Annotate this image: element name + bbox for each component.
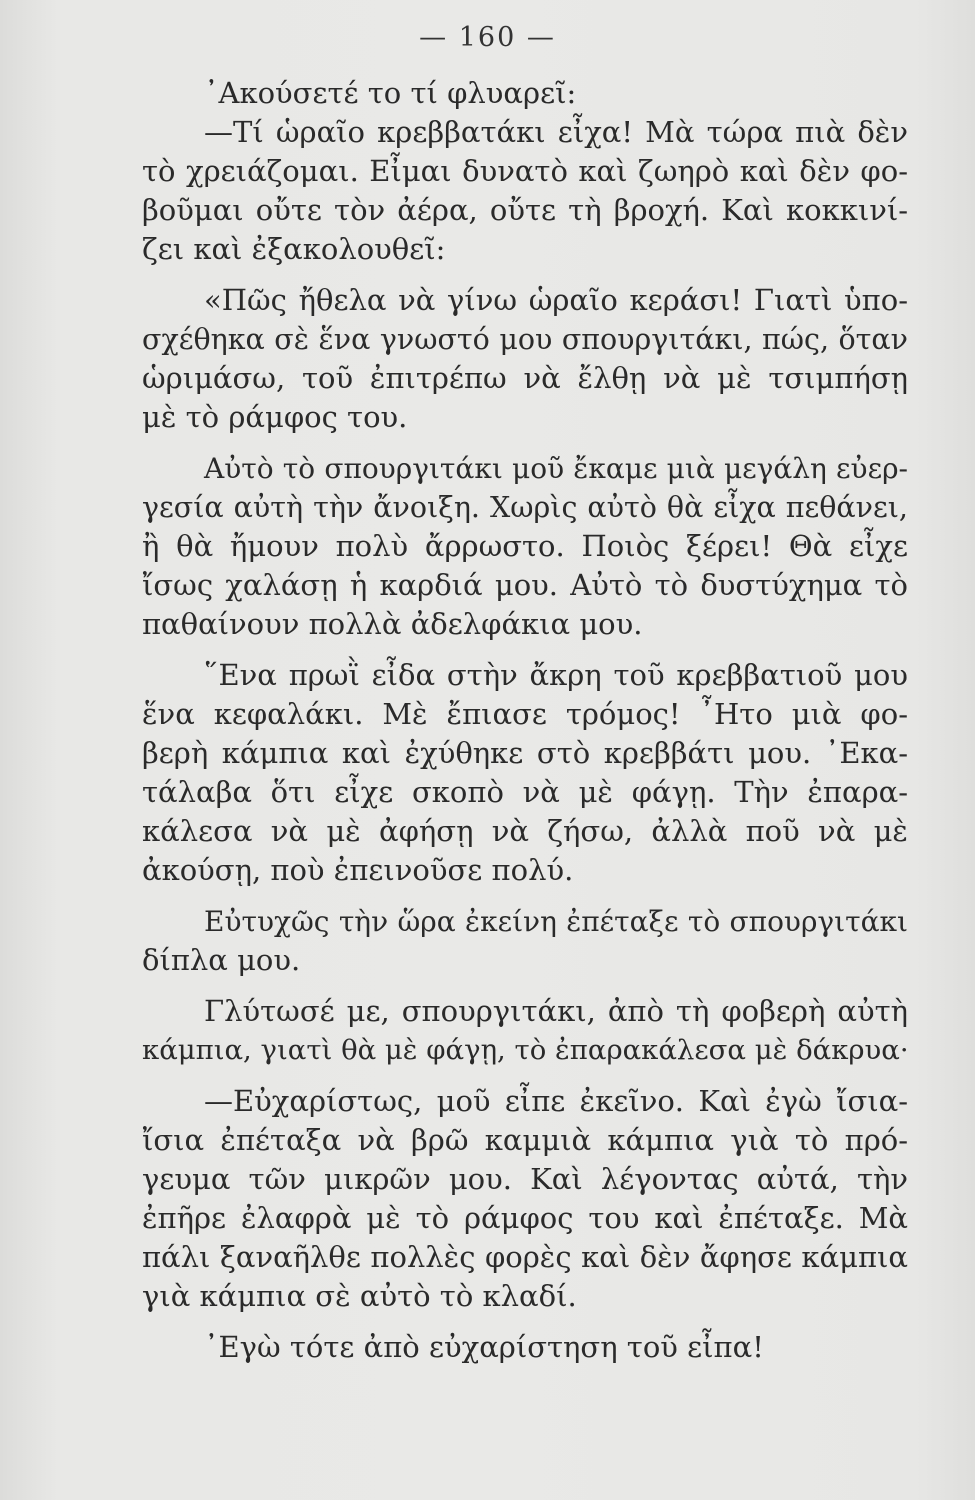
text-line: γευμα τῶν μικρῶν μου. Καὶ λέγοντας αὐτά, τὴν [142,1162,908,1196]
text-line: παθαίνουν πολλὰ ἀδελφάκια μου. [142,607,643,641]
text-line: «Πῶς ἤθελα νὰ γίνω ὡραῖο κεράσι! Γιατὶ ὑπο- [204,283,908,317]
text-line: —Τί ὡραῖο κρεββατάκι εἶχα! Μὰ τώρα πιὰ δὲν [204,115,908,149]
text-line: Αὐτὸ τὸ σπουργιτάκι μοῦ ἔκαμε μιὰ μεγάλη εὐερ- [204,452,908,485]
text-line: ὡριμάσω, τοῦ ἐπιτρέπω νὰ ἔλθῃ νὰ μὲ τσιμπήσῃ [142,361,908,395]
text-line: ᾿Εγὼ τότε ἀπὸ εὐχαρίστηση τοῦ εἶπα! [204,1330,764,1364]
text-line: μὲ τὸ ράμφος του. [142,400,408,434]
text-line: ῞Ενα πρωῒ εἶδα στὴν ἄκρη τοῦ κρεββατιοῦ μου [204,658,908,692]
text-line: ἢ θὰ ἤμουν πολὺ ἄρρωστο. Ποιὸς ξέρει! Θὰ εἶχε [142,529,908,563]
text-line: ἴσως χαλάσῃ ἡ καρδιά μου. Αὐτὸ τὸ δυστύχημα τὸ [142,568,908,602]
text-line: ἕνα κεφαλάκι. Μὲ ἔπιασε τρόμος! ῏Ητο μιὰ φο- [142,697,908,731]
page-number: — 160 — [419,22,556,53]
text-line: βερὴ κάμπια καὶ ἐχύθηκε στὸ κρεββάτι μου. ᾿Εκα- [142,736,908,770]
text-line: κάλεσα νὰ μὲ ἀφήσῃ νὰ ζήσω, ἀλλὰ ποῦ νὰ μὲ [142,814,908,848]
text-line: γιὰ κάμπια σὲ αὐτὸ τὸ κλαδί. [142,1279,577,1313]
text-line: Εὐτυχῶς τὴν ὥρα ἐκείνη ἐπέταξε τὸ σπουργιτάκι [204,905,908,938]
text-line: ζει καὶ ἐξακολουθεῖ: [142,232,446,266]
text-line: πάλι ξαναῆλθε πολλὲς φορὲς καὶ δὲν ἄφησε κάμπια [142,1240,908,1274]
text-line: —Εὐχαρίστως, μοῦ εἶπε ἐκεῖνο. Καὶ ἐγὼ ἴσια- [204,1084,908,1118]
text-line: ᾿Ακούσετέ το τί φλυαρεῖ: [204,76,577,110]
text-line: κάμπια, γιατὶ θὰ μὲ φάγῃ, τὸ ἐπαρακάλεσα μὲ δάκρυα· [142,1034,909,1066]
text-line: τάλαβα ὅτι εἶχε σκοπὸ νὰ μὲ φάγῃ. Τὴν ἐπαρα- [142,775,908,809]
text-line: ἐπῆρε ἐλαφρὰ μὲ τὸ ράμφος του καὶ ἐπέταξε. Μὰ [142,1201,908,1235]
text-line: ἀκούσῃ, ποὺ ἐπεινοῦσε πολύ. [142,853,574,887]
text-line: τὸ χρειάζομαι. Εἶμαι δυνατὸ καὶ ζωηρὸ καὶ δὲν φο- [142,154,908,188]
body-text [142,74,908,1367]
text-line: βοῦμαι οὔτε τὸν ἀέρα, οὔτε τὴ βροχή. Καὶ κοκκινί- [142,193,908,227]
text-line: Γλύτωσέ με, σπουργιτάκι, ἀπὸ τὴ φοβερὴ αὐτὴ [204,994,908,1028]
text-line: γεσία αὐτὴ τὴν ἄνοιξη. Χωρὶς αὐτὸ θὰ εἶχα πεθάνει, [142,491,908,524]
text-line: δίπλα μου. [142,943,301,977]
text-line: ἴσια ἐπέταξα νὰ βρῶ καμμιὰ κάμπια γιὰ τὸ πρό- [142,1123,908,1157]
text-line: σχέθηκα σὲ ἕνα γνωστό μου σπουργιτάκι, πώς, ὅταν [142,323,908,356]
